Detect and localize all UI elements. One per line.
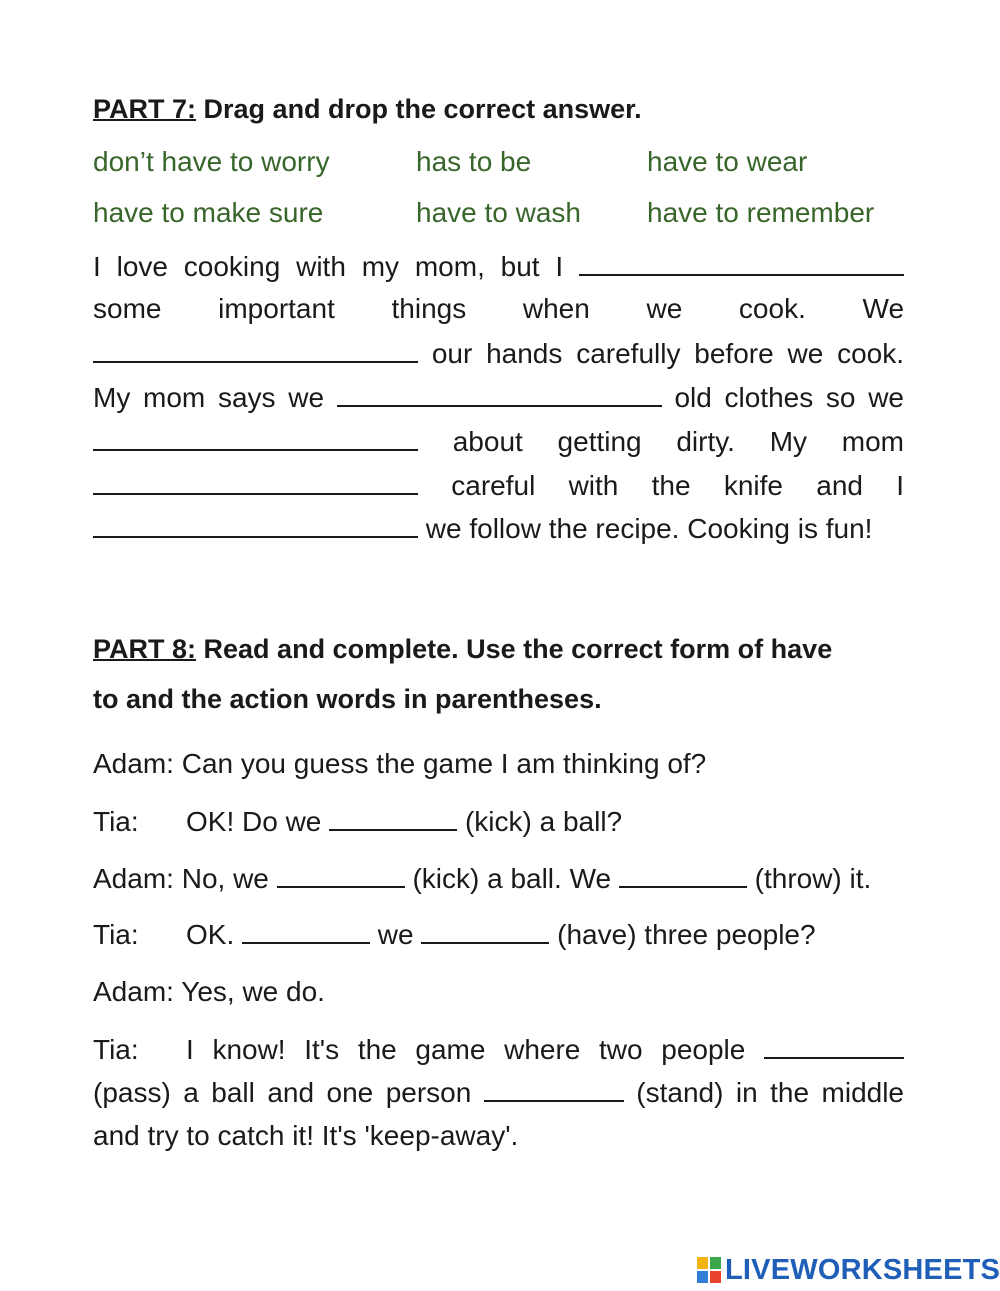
answer-blank[interactable] (329, 805, 457, 831)
drop-blank[interactable] (337, 381, 662, 407)
drop-blank[interactable] (93, 337, 418, 363)
p7-line: about getting dirty. My mom (93, 425, 904, 458)
liveworksheets-logo (697, 1253, 1000, 1287)
drag-option[interactable]: don’t have to worry (93, 146, 330, 177)
drag-option[interactable]: have to make sure (93, 197, 324, 228)
p7-line: some important things when we cook. We (93, 293, 905, 324)
drag-option[interactable]: has to be (416, 146, 532, 177)
speaker: Adam: (93, 863, 174, 894)
speaker: Adam: (93, 976, 174, 1007)
p7-line: our hands carefully before we cook. (93, 337, 904, 370)
answer-blank[interactable] (421, 918, 549, 944)
answer-blank[interactable] (484, 1076, 624, 1102)
answer-blank[interactable] (242, 918, 370, 944)
dialogue-line: (pass) a ball and one person (stand) in the middle (93, 1077, 905, 1108)
part7-label: PART 7: (93, 94, 197, 124)
dialogue-line: Adam: Can you guess the game I am thinking of? (93, 748, 707, 779)
drag-option[interactable]: have to wash (416, 197, 581, 228)
drop-blank[interactable] (93, 469, 418, 495)
part8-title: Read and complete. Use the correct form of have (203, 634, 833, 664)
p7-line: I love cooking with my mom, but I (93, 250, 904, 283)
p7-line: we follow the recipe. Cooking is fun! (93, 512, 904, 545)
speaker: Adam: (93, 748, 174, 779)
dialogue-line: Tia: OK! Do we (kick) a ball? (93, 806, 623, 837)
logo-text: LIVEWORKSHEETS (725, 1253, 1000, 1286)
dialogue-line: Adam: Yes, we do. (93, 976, 325, 1007)
dialogue-line: and try to catch it! It's 'keep-away'. (93, 1120, 519, 1151)
part7-heading (93, 94, 642, 125)
part7-title: Drag and drop the correct answer. (203, 94, 642, 124)
drag-option[interactable]: have to remember (647, 197, 875, 228)
logo-blocks-icon (697, 1257, 721, 1283)
drop-blank[interactable] (93, 512, 418, 538)
part8-heading (93, 634, 832, 665)
part8-label: PART 8: (93, 634, 197, 664)
speaker: Tia: (93, 806, 139, 837)
part8-heading-cont: to and the action words in parentheses. (93, 684, 602, 714)
speaker: Tia: (93, 919, 139, 950)
dialogue-line: Tia: OK. we (have) three people? (93, 919, 816, 950)
p7-line: My mom says we old clothes so we (93, 382, 904, 413)
drop-blank[interactable] (93, 425, 418, 451)
drop-blank[interactable] (579, 250, 904, 276)
answer-blank[interactable] (277, 862, 405, 888)
drag-option[interactable]: have to wear (647, 146, 808, 177)
speaker: Tia: (93, 1034, 139, 1065)
answer-blank[interactable] (764, 1033, 904, 1059)
dialogue-line: Adam: No, we (kick) a ball. We (throw) it. (93, 863, 872, 894)
p7-line: careful with the knife and I (93, 469, 904, 502)
dialogue-line: Tia: I know! It's the game where two people (93, 1033, 904, 1066)
answer-blank[interactable] (619, 862, 747, 888)
